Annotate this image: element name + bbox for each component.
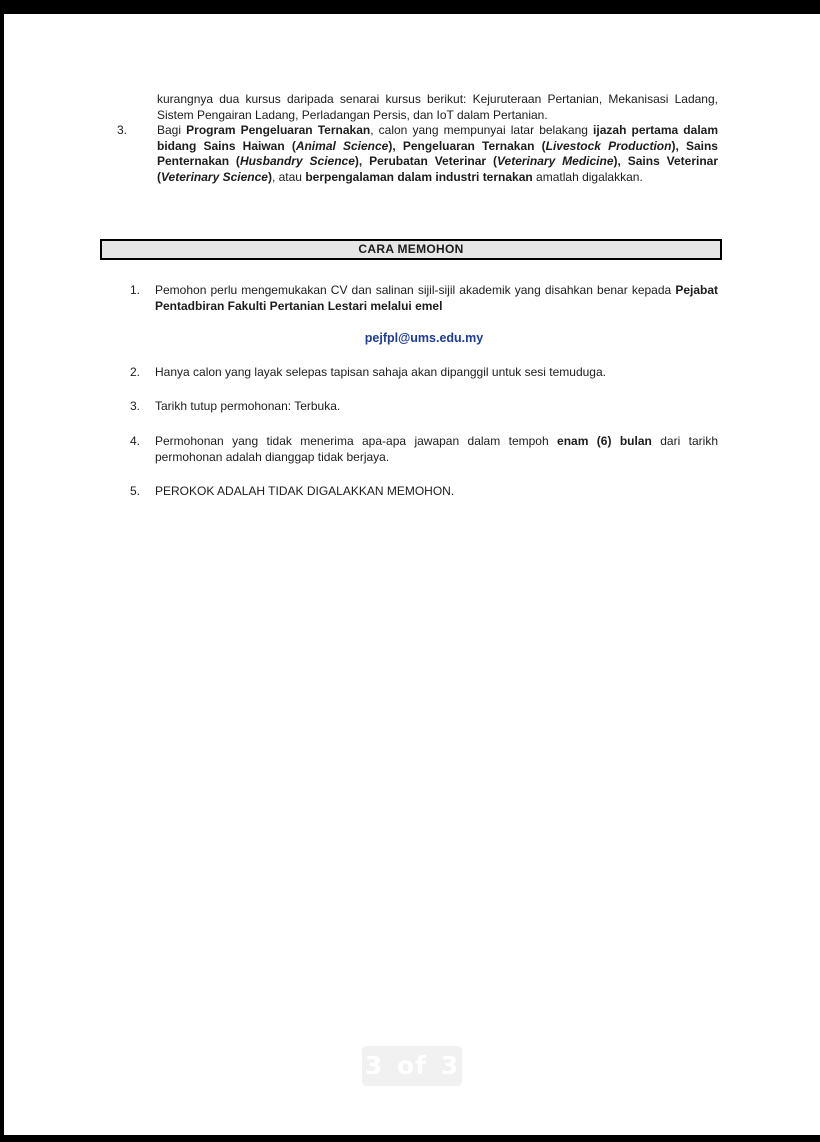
email-row [130, 329, 718, 347]
email-link[interactable]: pejfpl@ums.edu.my [364, 331, 484, 345]
list-item-text: Permohonan yang tidak menerima apa-apa jawapan dalam tempoh enam (6) bulan dari tarikh permohonan adalah dianggap tidak berjaya. [155, 434, 719, 464]
list-item-text: Pemohon perlu mengemukakan CV dan salinan sijil-sijil akademik yang disahkan benar kepada Pejabat Pentadbiran Fakulti Pertanian Lestari melalui emel [155, 283, 718, 313]
section-header-label: CARA MEMOHON [358, 242, 464, 256]
page-indicator-badge [362, 1046, 462, 1086]
list-item-text: Hanya calon yang layak selepas tapisan sahaja akan dipanggil untuk sesi temuduga. [155, 365, 606, 379]
list-item-number: 5. [130, 484, 141, 498]
list-item-number: 2. [130, 365, 141, 379]
page-indicator-label: 3 of 3 [364, 1051, 460, 1080]
list-item-text: Tarikh tutup permohonan: Terbuka. [155, 399, 341, 413]
list-item [130, 434, 718, 465]
intro-continuation-text: kurangnya dua kursus daripada senarai kursus berikut: Kejuruteraan Pertanian, Mekanisasi Ladang, Sistem Pengairan Ladang, Perladangan Persis, dan IoT dalam Pertanian. [157, 92, 718, 122]
list-item [130, 283, 718, 314]
list-item [130, 365, 718, 381]
list-item-number: 1. [130, 283, 141, 297]
list-item-text: PEROKOK ADALAH TIDAK DIGALAKKAN MEMOHON. [155, 484, 455, 498]
list-item-number: 4. [130, 434, 141, 448]
list-item [130, 399, 718, 415]
list-item-3-intro [117, 123, 718, 185]
document-page [4, 14, 820, 1135]
list-item-number: 3. [130, 399, 141, 413]
list-item [130, 484, 718, 500]
section-header-bar [100, 239, 722, 260]
list-item-number: 3. [117, 123, 128, 137]
list-item-text: Bagi Program Pengeluaran Ternakan, calon yang mempunyai latar belakang ijazah pertama dalam bidang Sains Haiwan (Animal Science), Pengeluaran Ternakan (Livestock Production), Sains Penternakan (Husbandry Science), Perubatan Veterinar (Veterinary Medicine), Sains Veterinar (Veterinary Science), atau berpengalaman dalam industri ternakan amatlah digalakkan. [157, 123, 719, 184]
